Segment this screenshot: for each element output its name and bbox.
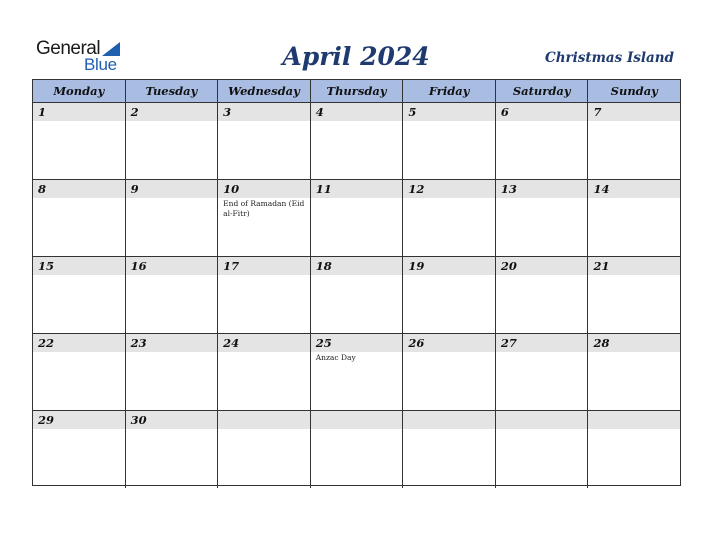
- day-number: [588, 411, 680, 429]
- day-cell: [403, 103, 496, 179]
- weekday-header: Tuesday: [126, 80, 219, 102]
- day-event: [496, 275, 588, 276]
- day-cell: [218, 334, 311, 410]
- day-event: [588, 121, 680, 122]
- weekday-header-row: [33, 80, 680, 103]
- day-event: [218, 121, 310, 122]
- day-number: 13: [496, 180, 588, 198]
- logo-text-general: General: [36, 38, 101, 59]
- week-row: [33, 334, 680, 411]
- day-cell: [496, 103, 589, 179]
- day-cell: [33, 411, 126, 488]
- day-number: 18: [311, 257, 403, 275]
- week-row: [33, 257, 680, 334]
- day-cell: [33, 103, 126, 179]
- day-cell: [588, 103, 680, 179]
- day-event: [33, 121, 125, 122]
- day-cell: [311, 334, 404, 410]
- day-number: 15: [33, 257, 125, 275]
- day-number: 16: [126, 257, 218, 275]
- day-cell: [33, 257, 126, 333]
- day-cell: [588, 257, 680, 333]
- day-event: [496, 429, 588, 430]
- day-number: 21: [588, 257, 680, 275]
- day-number: [311, 411, 403, 429]
- day-event: [218, 429, 310, 430]
- day-event: [126, 121, 218, 122]
- day-cell: [588, 411, 680, 488]
- day-cell: [311, 103, 404, 179]
- day-number: 12: [403, 180, 495, 198]
- weekday-header: Thursday: [311, 80, 404, 102]
- week-row: [33, 103, 680, 180]
- day-event: [496, 352, 588, 353]
- day-event: [403, 275, 495, 276]
- day-event: [126, 275, 218, 276]
- day-event: [403, 198, 495, 199]
- day-event: [588, 198, 680, 199]
- day-number: 22: [33, 334, 125, 352]
- day-cell: [126, 257, 219, 333]
- day-number: 24: [218, 334, 310, 352]
- day-number: 17: [218, 257, 310, 275]
- day-event: [588, 352, 680, 353]
- region-name: Christmas Island: [544, 50, 674, 66]
- day-event: [33, 275, 125, 276]
- day-number: 9: [126, 180, 218, 198]
- week-row: [33, 180, 680, 257]
- day-number: 30: [126, 411, 218, 429]
- day-cell: [403, 257, 496, 333]
- day-number: 25: [311, 334, 403, 352]
- day-cell: [403, 334, 496, 410]
- weekday-header: Friday: [403, 80, 496, 102]
- day-number: 1: [33, 103, 125, 121]
- day-cell: [33, 180, 126, 256]
- day-number: [218, 411, 310, 429]
- day-number: 2: [126, 103, 218, 121]
- day-cell: [218, 103, 311, 179]
- day-event: [403, 429, 495, 430]
- day-event: [126, 352, 218, 353]
- week-row: [33, 411, 680, 488]
- day-event: [311, 121, 403, 122]
- day-cell: [311, 411, 404, 488]
- day-event: [126, 198, 218, 199]
- day-cell: [496, 180, 589, 256]
- day-number: 3: [218, 103, 310, 121]
- weekday-header: Monday: [33, 80, 126, 102]
- day-event: [126, 429, 218, 430]
- day-cell: [218, 180, 311, 256]
- day-number: 27: [496, 334, 588, 352]
- day-event: End of Ramadan (Eid al-Fitr): [223, 199, 305, 218]
- day-event: [403, 352, 495, 353]
- day-cell: [588, 334, 680, 410]
- day-number: 6: [496, 103, 588, 121]
- day-cell: [496, 334, 589, 410]
- day-event: [588, 275, 680, 276]
- day-event: [33, 198, 125, 199]
- day-cell: [496, 411, 589, 488]
- day-event: Anzac Day: [315, 353, 356, 362]
- day-number: 20: [496, 257, 588, 275]
- weeks-container: [33, 103, 680, 488]
- logo-text-blue: Blue: [84, 55, 117, 74]
- day-event: [33, 352, 125, 353]
- calendar-grid: [32, 79, 681, 486]
- calendar-title: April 2024: [282, 42, 430, 71]
- day-number: [496, 411, 588, 429]
- day-cell: [311, 257, 404, 333]
- day-number: 7: [588, 103, 680, 121]
- weekday-header: Sunday: [610, 84, 658, 98]
- day-number: [403, 411, 495, 429]
- day-number: 4: [311, 103, 403, 121]
- day-number: 8: [33, 180, 125, 198]
- day-event: [311, 275, 403, 276]
- day-cell: [218, 257, 311, 333]
- day-number: 5: [403, 103, 495, 121]
- day-cell: [33, 334, 126, 410]
- day-event: [311, 429, 403, 430]
- day-event: [33, 429, 125, 430]
- day-event: [588, 429, 680, 430]
- day-number: 11: [311, 180, 403, 198]
- day-number: 28: [588, 334, 680, 352]
- day-cell: [496, 257, 589, 333]
- day-event: [496, 121, 588, 122]
- day-cell: [218, 411, 311, 488]
- day-cell: [403, 411, 496, 488]
- day-number: 19: [403, 257, 495, 275]
- weekday-header: Wednesday: [218, 80, 311, 102]
- day-cell: [126, 103, 219, 179]
- day-number: 29: [33, 411, 125, 429]
- day-number: 23: [126, 334, 218, 352]
- day-number: 10: [218, 180, 310, 198]
- day-cell: [311, 180, 404, 256]
- day-number: 14: [588, 180, 680, 198]
- weekday-header: Saturday: [496, 80, 589, 102]
- day-cell: [126, 334, 219, 410]
- day-cell: [588, 180, 680, 256]
- day-cell: [126, 180, 219, 256]
- day-event: [218, 352, 310, 353]
- day-event: [403, 121, 495, 122]
- day-event: [496, 198, 588, 199]
- day-event: [218, 275, 310, 276]
- day-cell: [403, 180, 496, 256]
- day-cell: [126, 411, 219, 488]
- day-number: 26: [403, 334, 495, 352]
- day-event: [311, 198, 403, 199]
